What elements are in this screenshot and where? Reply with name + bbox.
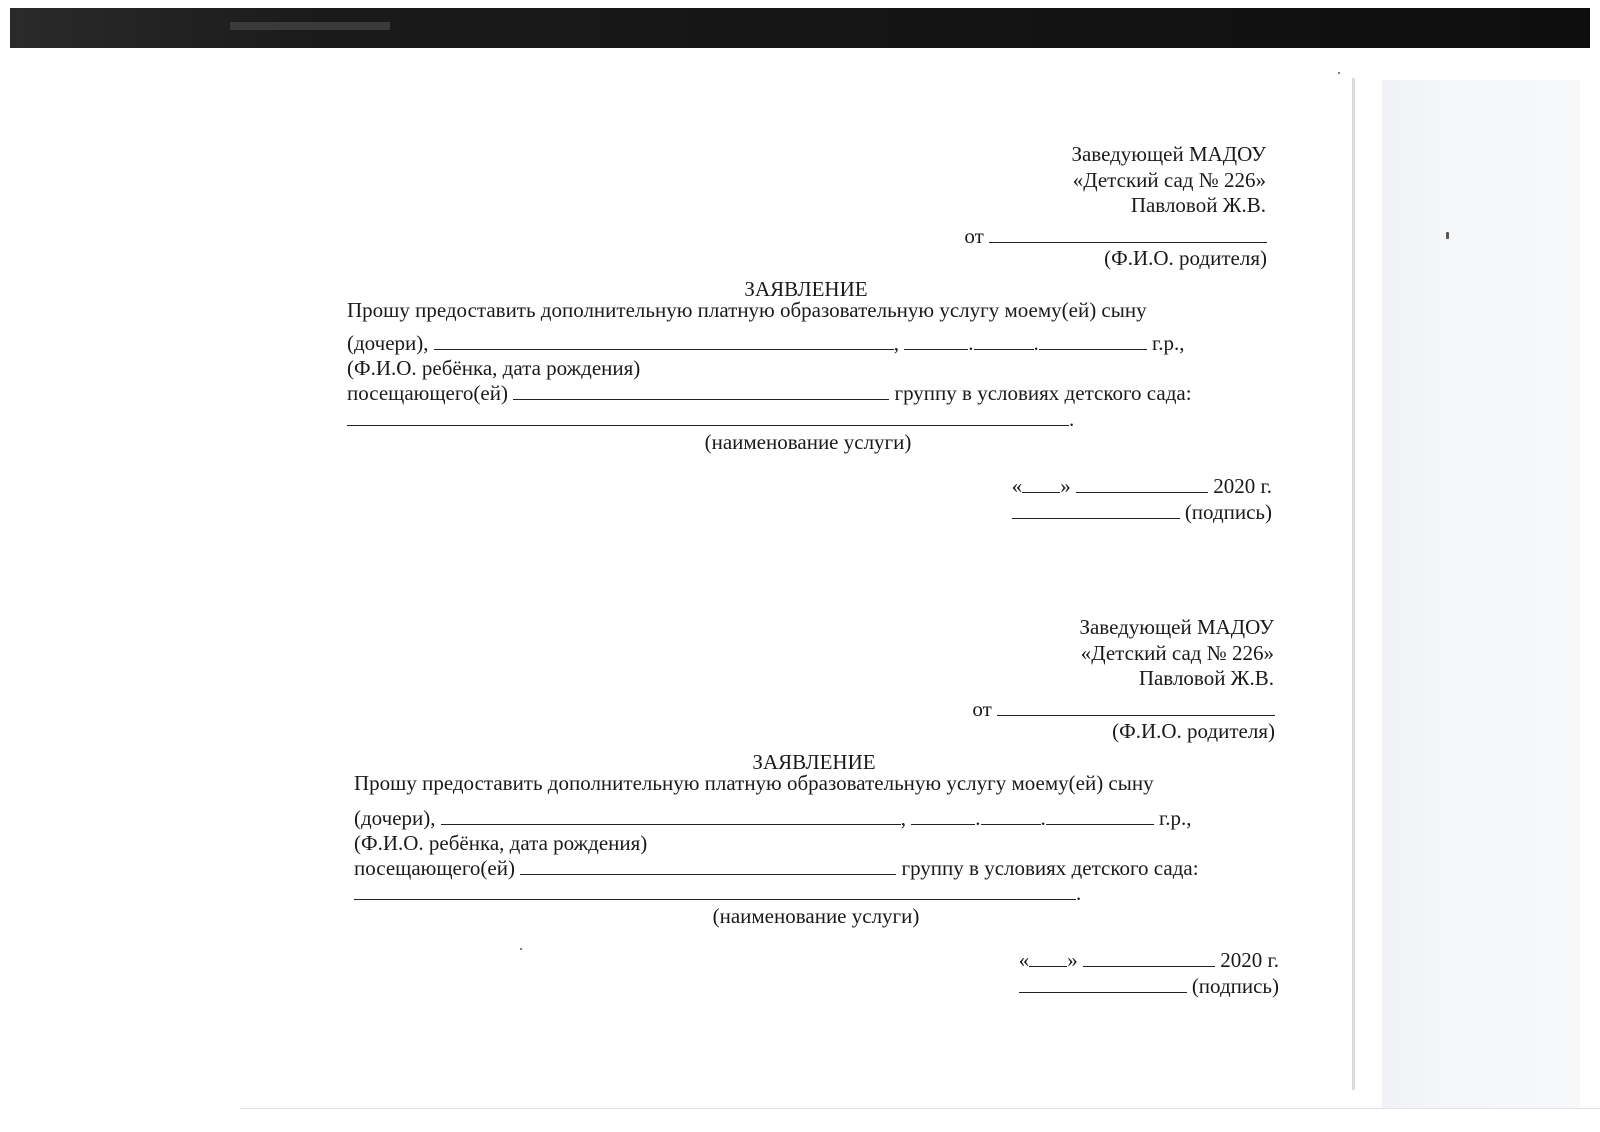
group-text: группу в условиях детского сада: xyxy=(894,381,1192,405)
date-year: 2020 г. xyxy=(1220,948,1279,972)
service-caption: (наименование услуги) xyxy=(712,904,920,928)
group-field[interactable] xyxy=(520,856,896,875)
service-row: . xyxy=(354,880,1081,906)
signature-field[interactable] xyxy=(1019,974,1187,993)
addressee-line-3: Павловой Ж.В. xyxy=(1138,666,1274,690)
parent-caption: (Ф.И.О. родителя) xyxy=(1104,246,1267,270)
daughter-label: (дочери), xyxy=(347,331,429,355)
body-line-2: (дочери), , . . г.р., xyxy=(354,806,1192,830)
date-open-quote: « xyxy=(1011,474,1023,498)
addressee-line-1: Заведующей МАДОУ xyxy=(1071,142,1266,166)
date-row xyxy=(1019,947,1279,973)
date-day-field[interactable] xyxy=(1029,948,1067,967)
date-year: 2020 г. xyxy=(1213,474,1272,498)
date-close-quote: » xyxy=(1060,474,1071,498)
child-caption: (Ф.И.О. ребёнка, дата рождения) xyxy=(347,356,641,380)
date-month-field[interactable] xyxy=(1083,948,1215,967)
birth-day-field[interactable] xyxy=(911,806,975,825)
child-name-field[interactable] xyxy=(441,806,901,825)
signature-caption: (подпись) xyxy=(1191,974,1279,998)
form-title: ЗАЯВЛЕНИЕ xyxy=(744,277,868,301)
service-row: . xyxy=(347,406,1074,432)
birth-year-suffix: г.р., xyxy=(1152,331,1185,355)
group-text: группу в условиях детского сада: xyxy=(901,856,1199,880)
service-name-field[interactable] xyxy=(354,881,1076,900)
body-line-1: Прошу предоставить дополнительную платную образовательную услугу моему(ей) сыну xyxy=(354,771,1154,795)
form-title: ЗАЯВЛЕНИЕ xyxy=(752,750,876,774)
body-line-attending xyxy=(354,855,1199,881)
addressee-line-2: «Детский сад № 226» xyxy=(1072,168,1266,192)
parent-name-field[interactable] xyxy=(997,697,1275,716)
body-line-2: (дочери), , . . г.р., xyxy=(347,331,1185,355)
from-label: от xyxy=(964,224,984,248)
date-open-quote: « xyxy=(1018,948,1030,972)
addressee-line-3: Павловой Ж.В. xyxy=(1130,193,1266,217)
daughter-label: (дочери), xyxy=(354,806,436,830)
date-close-quote: » xyxy=(1067,948,1078,972)
addressee-line-2: «Детский сад № 226» xyxy=(1080,641,1274,665)
attending-label: посещающего(ей) xyxy=(347,381,508,405)
body-line-1: Прошу предоставить дополнительную платную образовательную услугу моему(ей) сыну xyxy=(347,298,1147,322)
signature-caption: (подпись) xyxy=(1184,500,1272,524)
service-caption: (наименование услуги) xyxy=(704,430,912,454)
birth-year-field[interactable] xyxy=(1046,806,1154,825)
child-caption: (Ф.И.О. ребёнка, дата рождения) xyxy=(354,831,648,855)
birth-year-suffix: г.р., xyxy=(1159,806,1192,830)
birth-month-field[interactable] xyxy=(981,806,1041,825)
signature-row xyxy=(1019,973,1279,999)
addressee-line-1: Заведующей МАДОУ xyxy=(1079,615,1274,639)
parent-caption: (Ф.И.О. родителя) xyxy=(1112,719,1275,743)
from-label: от xyxy=(972,697,992,721)
attending-label: посещающего(ей) xyxy=(354,856,515,880)
